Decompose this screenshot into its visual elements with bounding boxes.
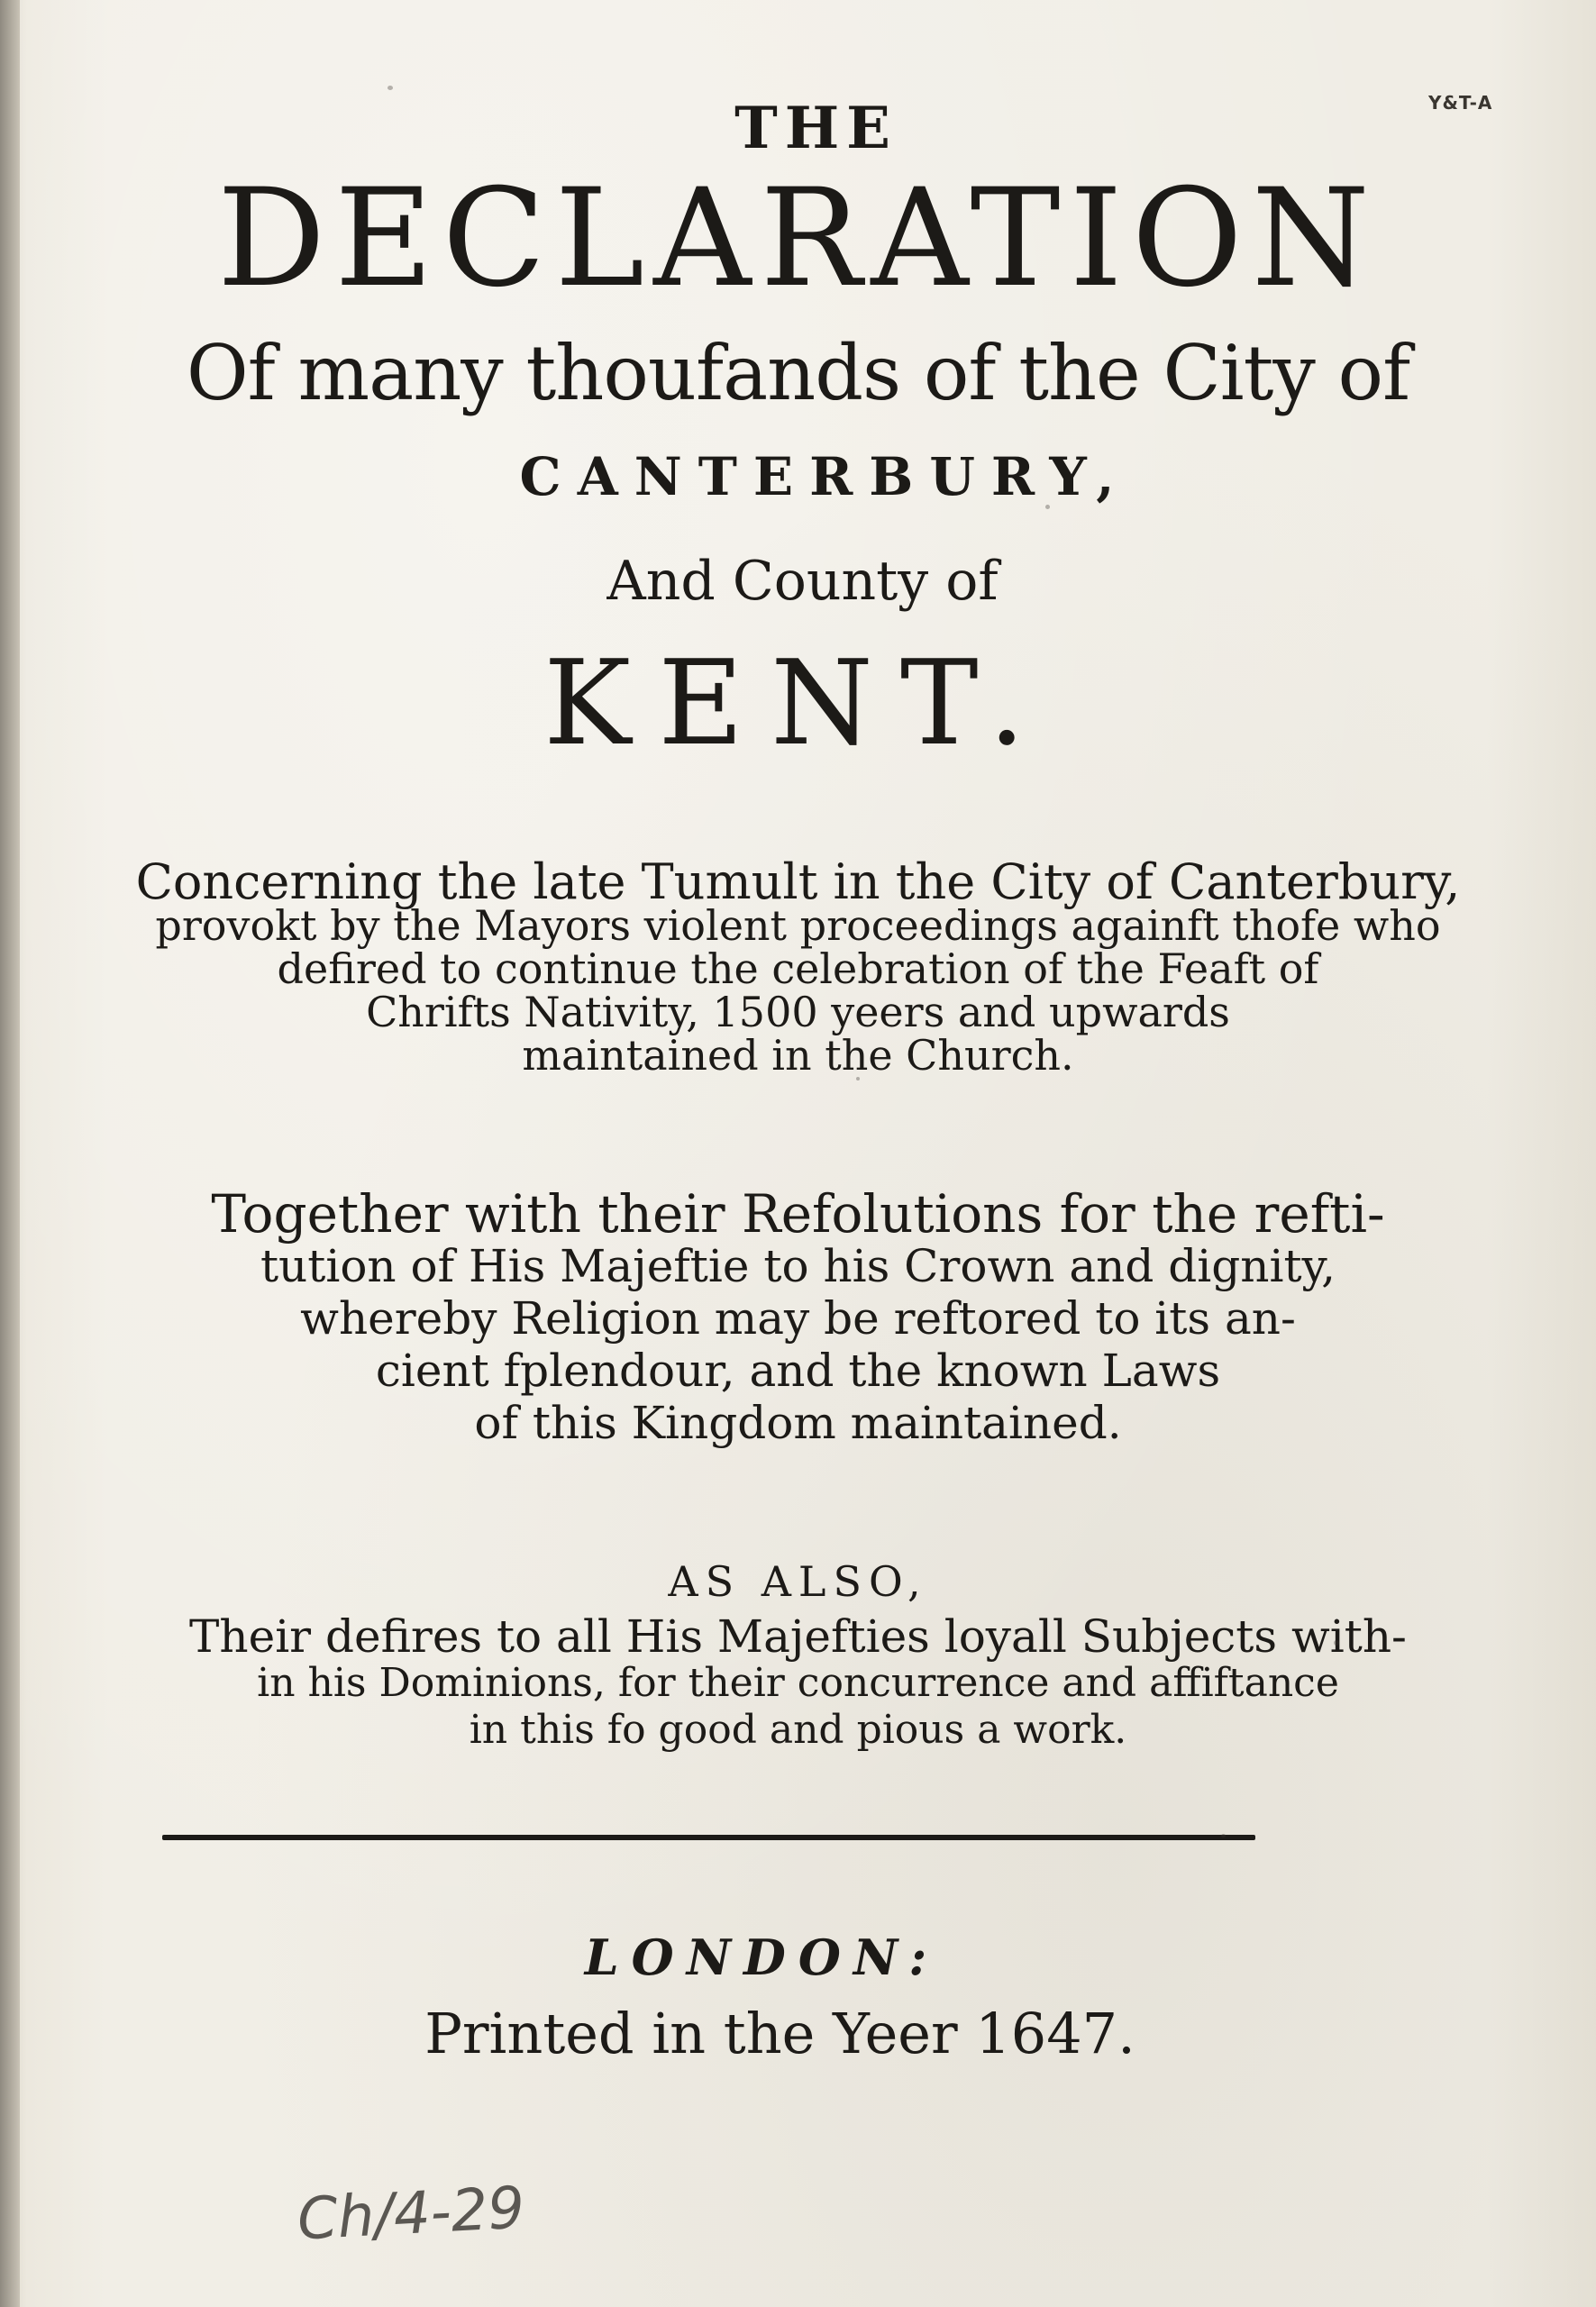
desires-line: in this fo good and pious a work.	[469, 1707, 1127, 1753]
ink-speck	[856, 1077, 860, 1081]
catalog-mark: Y&T-A	[1428, 92, 1493, 114]
imprint-place: LONDON:	[584, 1929, 940, 1986]
ink-speck	[1045, 505, 1050, 509]
together-line: cient fplendour, and the known Laws	[375, 1345, 1221, 1397]
concerning-line: Chrifts Nativity, 1500 yeers and upwards	[366, 988, 1230, 1036]
title-the: THE	[734, 95, 898, 162]
title-county: And County of	[606, 550, 999, 613]
ink-speck	[388, 86, 393, 90]
desires-paragraph	[0, 1610, 1596, 1754]
title-kent: KENT.	[543, 634, 1053, 771]
concerning-line: provokt by the Mayors violent proceedings againft thofe who	[155, 901, 1441, 950]
together-line: tution of His Majeftie to his Crown and dignity,	[260, 1240, 1336, 1292]
together-line: Together with their Refolutions for the refti-	[211, 1183, 1385, 1245]
handwritten-shelfmark: Ch/4-29	[296, 2175, 526, 2254]
concerning-line: maintained in the Church.	[522, 1031, 1074, 1080]
together-line: whereby Religion may be reftored to its an-	[300, 1292, 1296, 1345]
title-many-thousands: Of many thoufands of the City of	[186, 329, 1410, 417]
as-also-heading: AS ALSO,	[668, 1557, 928, 1606]
imprint-printed: Printed in the Yeer 1647.	[424, 2001, 1135, 2066]
horizontal-rule	[162, 1835, 1255, 1840]
concerning-line: Concerning the late Tumult in the City of Canterbury,	[135, 853, 1461, 910]
title-canterbury: CANTERBURY,	[519, 446, 1131, 507]
desires-line: in his Dominions, for their concurrence and affiftance	[257, 1660, 1339, 1706]
ink-speck	[1221, 1834, 1226, 1837]
together-line: of this Kingdom maintained.	[474, 1397, 1122, 1449]
desires-line: Their defires to all His Majefties loyall Subjects with-	[189, 1610, 1407, 1663]
concerning-line: defired to continue the celebration of the Feaft of	[277, 944, 1319, 993]
ink-speck	[1334, 1640, 1339, 1646]
title-declaration: DECLARATION	[216, 160, 1380, 317]
together-paragraph	[0, 1183, 1596, 1449]
concerning-paragraph	[0, 853, 1596, 1080]
